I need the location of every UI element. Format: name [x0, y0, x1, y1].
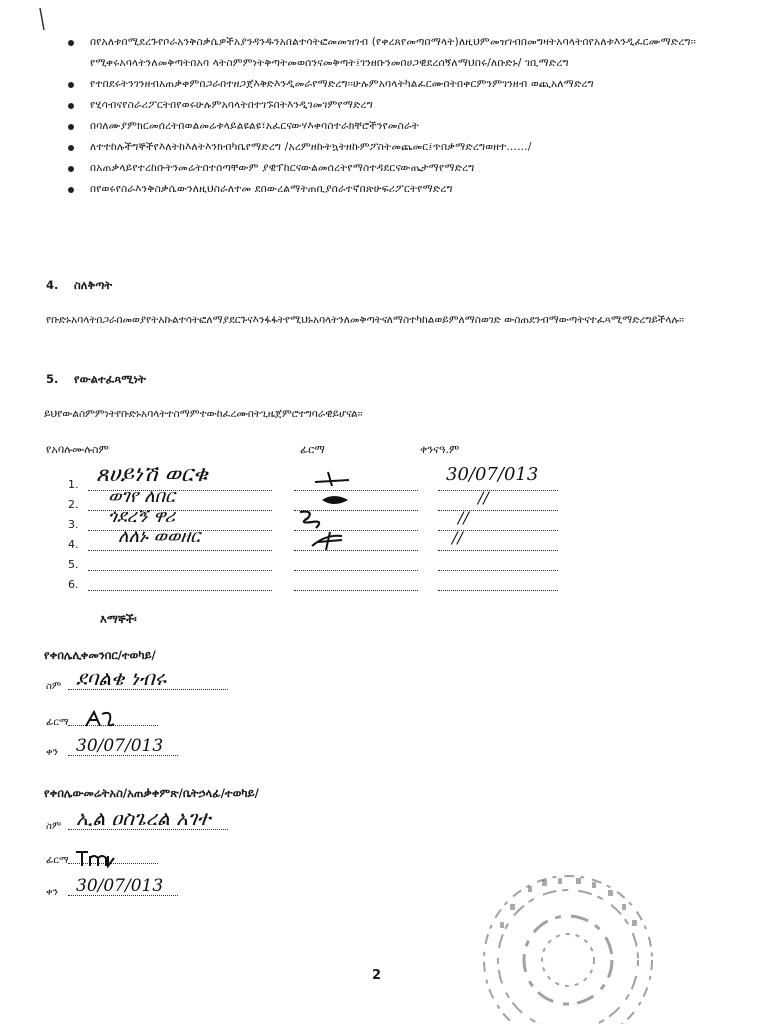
row-number: 4.	[68, 538, 79, 551]
date-label: ቀን	[46, 747, 58, 758]
signature-row	[68, 526, 588, 556]
member-name: ወገየ ለበር	[108, 486, 175, 507]
section-4-body: የቡድኑአባላትበጋራበመወያየትአኩልተሳትፎለማያደርጉናእንፋፋትየሚህኑአባላትንለመቅጣትናለማስተካከልወይምለማስወገድ ውስጠደንብማውጣትናተፈጻሚማድረግይችላሉ፡፡	[46, 314, 684, 326]
date-line	[438, 550, 558, 551]
handwritten-signature	[308, 530, 348, 552]
sign-date: //	[478, 488, 489, 507]
name-label: ስም	[46, 681, 62, 692]
date-line	[438, 490, 558, 491]
name-label: ስም	[46, 821, 62, 832]
row-number: 3.	[68, 518, 79, 531]
name-line	[88, 590, 272, 591]
handwritten-signature	[74, 848, 118, 868]
approver-role: የቀበሌውመሬትአስ/አጠቃቀምጽ/ቤትኃላፊ/ተወካይ/	[44, 786, 259, 800]
section-number: 5.	[46, 372, 59, 386]
handwritten-signature	[294, 508, 330, 532]
signature-line	[294, 570, 418, 571]
signature-label: ፊርማ	[46, 717, 69, 728]
sign-date: 30/07/013	[446, 464, 539, 485]
name-line	[88, 550, 272, 551]
section-5-heading	[46, 372, 146, 387]
row-number: 1.	[68, 478, 79, 491]
date-line	[438, 570, 558, 571]
row-number: 5.	[68, 558, 79, 571]
approver-date-field	[46, 738, 266, 760]
signature-line	[294, 490, 418, 491]
page-number: 2	[372, 968, 382, 983]
signature-row	[68, 556, 588, 576]
name-line	[88, 570, 272, 571]
sign-date: //	[452, 528, 463, 547]
approval-date: 30/07/013	[76, 736, 164, 756]
member-name: ጸሀይነሽ ወርቁ	[96, 462, 208, 487]
section-title: የውልተፈጻሚነት	[74, 372, 146, 386]
witnesses-heading: እማኞች፡	[100, 612, 137, 626]
bullet-item: በባለሙያምክርመሰረትበወልመሬቱላይልዩልዩ፣አፈርናውሃእቀባስተራክቸሮችንየመስራት	[60, 116, 710, 137]
section-number: 4.	[46, 278, 59, 292]
bullet-item: በአጠቃላይየተረከቡትንመሬትበተሰጣቸውም ያዊፕከርናውልመሰረትየማስተዳደርናውጤታማየማድረግ	[60, 158, 710, 179]
approver-role: የቀበሌሊቀመንበር/ተወካይ/	[44, 648, 156, 662]
signature-label: ፊርማ	[46, 855, 69, 866]
approver-signature-field	[46, 846, 266, 868]
approver-name: ኢል ዐስጌረል አገተ	[76, 806, 211, 830]
section-5-body: ይህየውልስምምነትየቡድኑአባላትተስማምተውከፈረሙበትጊዜጀምሮተግባራዊይሆናል፡፡	[44, 408, 363, 420]
member-name: ለለኑ ወወዘር	[118, 526, 201, 547]
row-number: 2.	[68, 498, 79, 511]
margin-mark	[38, 6, 46, 32]
row-number: 6.	[68, 578, 79, 591]
bullet-item: በየወሩየስራእንቅስቃሴውንለዚህስራለተመ ደበውረልማትጠቢያሰራተኛበጽሁፍሪፖርትየማድረግ	[60, 179, 710, 200]
handwritten-signature	[312, 468, 352, 490]
signature-line	[294, 590, 418, 591]
approval-date: 30/07/013	[76, 876, 164, 896]
handwritten-signature	[82, 708, 118, 730]
column-header-signature: ፊርማ	[300, 443, 325, 456]
bullet-item: የሂሳብናየስራሪፖርትበየወሩሁሉምአባላትበተገኙበትእንዲገመገምየማድረግ	[60, 95, 710, 116]
date-label: ቀን	[46, 887, 58, 898]
date-line	[438, 590, 558, 591]
approver-name: ደባልቄ ነብሩ	[76, 666, 167, 690]
bullet-item: ለተተከሉችግኞችየእለትከእለትእንክብካቤየማድረግ /አረምዘኩትኳትዘኩምፖስትመጨመር፤ጥበቃማድረግወዘተ……/	[60, 137, 710, 158]
sign-date: //	[458, 508, 469, 527]
approver-name-field	[46, 666, 266, 694]
responsibility-bullet-list	[60, 32, 710, 200]
column-header-date: ቀንናዓ.ም	[420, 443, 460, 456]
approver-date-field	[46, 878, 266, 900]
signature-row	[68, 576, 588, 596]
date-line	[438, 510, 558, 511]
approver-name-field	[46, 806, 266, 834]
approver-signature-field	[46, 708, 266, 730]
bullet-item: የተበደሩትንገንዘብአጠቃቀምበጋራበተዘጋጀእቅድእንዲመራየማድረግ፡፡ሁሉምአባላትካልፈርሙበትበቀርምንምገንዘብ ወጪአለማድረግ	[60, 74, 710, 95]
bullet-item: በየአለቱበሚደረጉየቦራአንቅስቃሴዎችአያንዳንዱንአበልተሳትፎመመዝገብ (የቀረጸየመጣበማላት)ለዚህምመዝገብበመግዛትአባላትበየአለቱእንዲፈርሙማድረግ፡፡የሚቀሩአባላትንለመቅጣትበአባ ላትስምምነትቅጣትመወሰንናመቅጣት፤ገንዘቡንመበሀጋዊደረሰኝለማህበሩ/ለቡድኑ/ ገቢማድረግ	[60, 32, 710, 74]
section-title: ስለቅጣት	[74, 278, 113, 292]
column-header-name: የአባሉሙሉስም	[46, 443, 109, 456]
section-4-heading	[46, 278, 112, 293]
member-name: ጎደረኝ ዋሪ	[108, 506, 176, 527]
official-seal-stamp	[458, 848, 658, 1024]
